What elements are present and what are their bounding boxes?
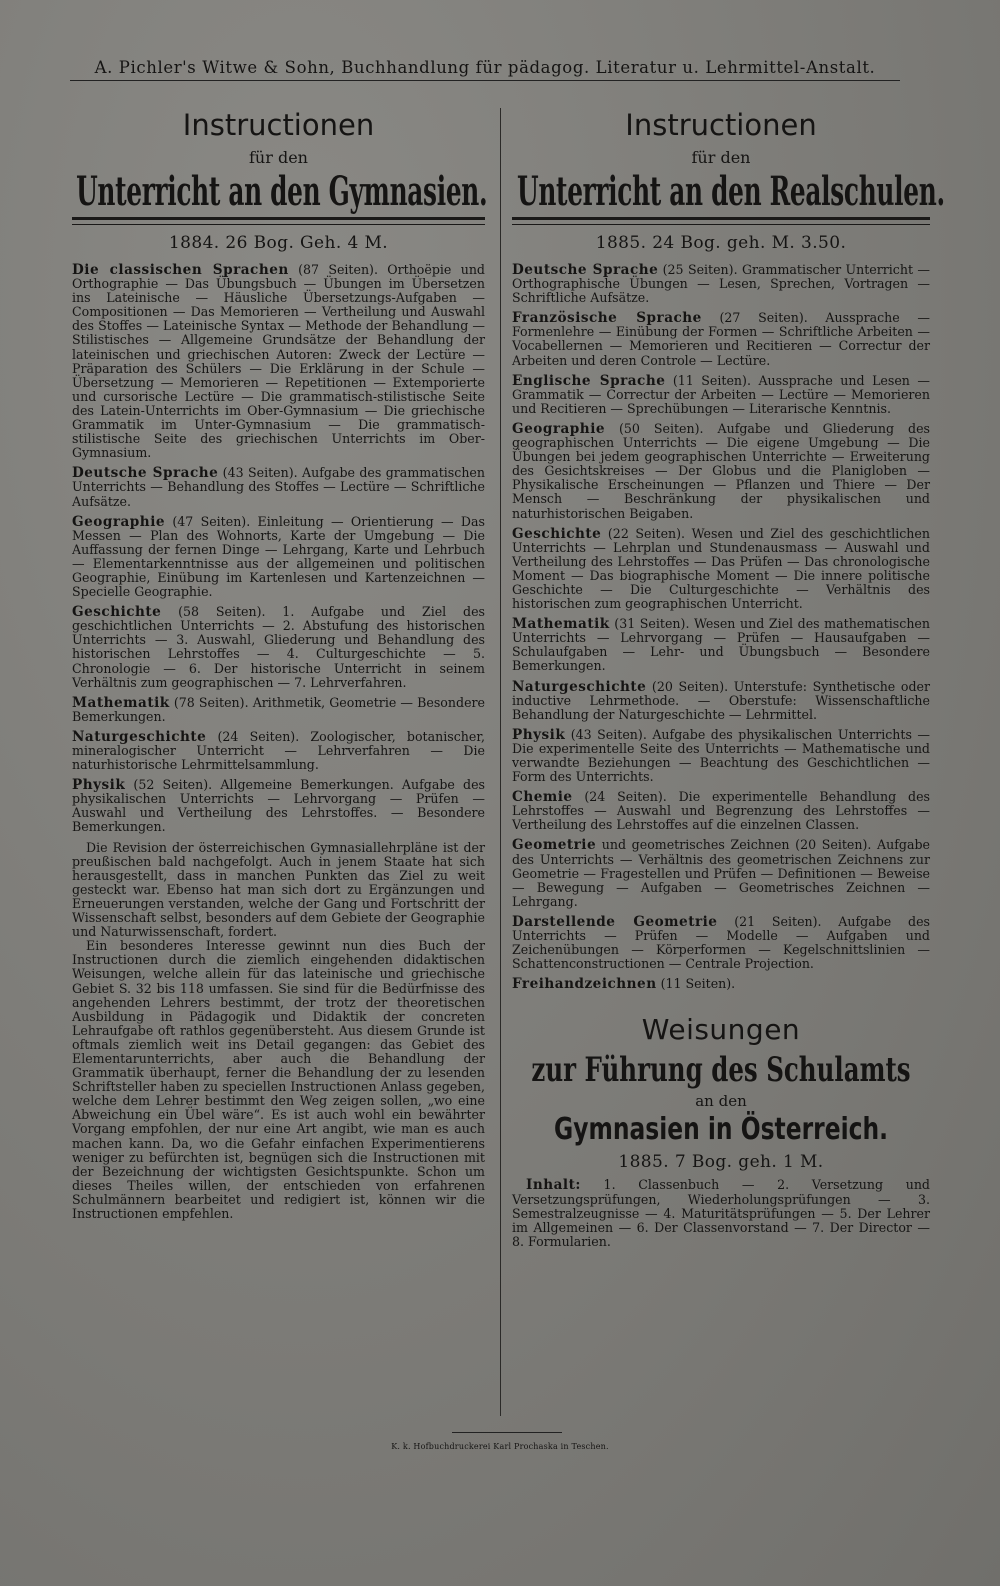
inhalt-label: Inhalt:	[526, 1177, 581, 1194]
right-entry	[512, 527, 930, 612]
left-title-rule	[72, 217, 485, 225]
right-publication-info: 1885. 24 Bog. geh. M. 3.50.	[595, 233, 847, 253]
entry-head: Die classischen Sprachen	[72, 262, 289, 278]
left-entry	[72, 730, 485, 772]
entry-text: (24 Seiten). Die experimentelle Behandlung des Lehrstoffes — Auswahl und Begrenzung des Lehrstoffes — Vertheilung des Lehrstoffes auf die einzelnen Classen.	[512, 789, 930, 833]
weisungen-contents	[512, 1178, 930, 1248]
entry-head: Geschichte	[512, 525, 602, 542]
publisher-header: A. Pichler's Witwe & Sohn, Buchhandlung für pädagog. Literatur u. Lehrmittel-Anstalt.	[70, 58, 900, 81]
entry-text: (47 Seiten). Einleitung — Orientierung — Das Messen — Plan des Wohnorts, Karte der Umgebung — Die Auffassung der fernen Dinge — Lehrgang, Karte und Lehrbuch — Elementarkenntnisse aus der allgemeinen und politischen Geographie, Einübung im Kartenlesen und Kartenzeichnen — Specielle Geographie.	[72, 513, 485, 600]
entry-head: Chemie	[512, 789, 573, 806]
left-entry	[72, 263, 485, 460]
right-entry	[512, 263, 930, 305]
entry-text: (50 Seiten). Aufgabe und Gliederung des geographischen Unterrichts — Die eigene Umgebung — Die Übungen bei jedem geographischen Unterrichte — Erweiterung des Gesichtskreises — Der Globus und die Planigloben — Physikalische Erscheinungen — Pflanzen und Thiere — Der Mensch — Beschränkung der physikalischen und naturhistorischen Beigaben.	[512, 420, 930, 521]
right-entry	[512, 422, 930, 521]
weisungen-title: Weisungen	[641, 1013, 801, 1047]
entry-head: Mathematik	[72, 694, 170, 711]
right-entry	[512, 617, 930, 673]
right-subtitle: Unterricht an den Realschulen.	[517, 168, 945, 215]
left-paragraph: Ein besonderes Interesse gewinnt nun dies Buch der Instructionen durch die ziemlich eingehenden didaktischen Weisungen, welche allein für das lateinische und griechische Gebiet S. 32 bis 118 umfassen. Sie sind für die Bedürfnisse des angehenden Lehrers bestimmt, der trotz der theoretischen Ausbildung in Pädagogik und Didaktik der concreten Lehraufgabe oft rathlos gegenübersteht. Aus diesem Grunde ist oftmals ziemlich weit ins Detail gegangen: das Gebiet des Elementarunterrichts, aber auch die Behandlung der Grammatik überhaupt, ferner die Behandlung der zu lesenden Schriftsteller haben zu speciellen Instructionen Anlass gegeben, welche dem Lehrer bestimmt den Weg zeigen sollen, „wo eine Abweichung ein Übel wäre“. Es ist auch wohl ein bewährter Vorgang empfohlen, der nur eine Art angibt, wie man es auch machen kann. Da, wo die Gefahr einfachen Experimentierens weniger zu befürchten ist, begnügen sich die Instructionen mit der Bezeichnung der wichtigsten Gesichtspunkte. Schon um dieses Theiles willen, der entschieden von erfahrenen Schulmännern bearbeitet und redigiert ist, können wir die Instructionen empfehlen.	[72, 938, 485, 1221]
right-entry	[512, 790, 930, 832]
entry-text: (87 Seiten). Orthoëpie und Orthographie — Das Übungsbuch — Übungen im Übersetzen ins Lateinische — Häusliche Übersetzungs-Aufgaben — Compositionen — Das Memorieren — Vertheilung und Auswahl des Stoffes — Lateinische Syntax — Methode der Behandlung — Stilistisches — Allgemeine Grundsätze der Behandlung der lateinischen und griechischen Autoren: Zweck der Lectüre — Präparation des Schülers — Die Erklärung in der Schule — Übersetzung — Memorieren — Repetitionen — Extemporierte und cursorische Lectüre — Die grammatisch-stilistische Seite des Latein-Unterrichts im Ober-Gymnasium — Die griechische Grammatik im Unter-Gymnasium — Die grammatisch-stilistische Seite des griechischen Unterrichts im Ober-Gymnasium.	[72, 262, 485, 461]
right-entry	[512, 311, 930, 367]
entry-head: Französische Sprache	[512, 310, 702, 327]
entry-head: Naturgeschichte	[512, 678, 647, 695]
right-entry	[512, 838, 930, 908]
entry-head: Physik	[72, 777, 126, 794]
left-subtitle: Unterricht an den Gymnasien.	[76, 168, 488, 215]
left-entry	[72, 515, 485, 600]
entry-head: Deutsche Sprache	[72, 465, 219, 482]
right-entry	[512, 728, 930, 784]
entry-head: Geschichte	[72, 604, 162, 621]
weisungen-subtitle2: Gymnasien in Österreich.	[553, 1112, 889, 1148]
right-title-rule	[512, 217, 930, 225]
right-fuer: für den	[691, 148, 751, 167]
entry-head: Englische Sprache	[512, 372, 666, 389]
entry-text: (11 Seiten).	[656, 976, 736, 992]
right-entry	[512, 680, 930, 722]
entry-head: Mathematik	[512, 616, 610, 633]
left-fuer: für den	[249, 148, 308, 167]
printer-imprint: K. k. Hofbuchdruckerei Karl Prochaska in Teschen.	[391, 1442, 609, 1451]
entry-text: und geometrisches Zeichnen (20 Seiten). Aufgabe des Unterrichts — Verhältnis des geometrischen Zeichnens zur Geometrie — Fragestellen und Prüfen — Definitionen — Beweise — Bewegung — Aufgaben — Geometrisches Zeichnen — Lehrgang.	[512, 837, 930, 909]
weisungen-subtitle: zur Führung des Schulamts	[531, 1050, 911, 1091]
entry-text: (20 Seiten). Unterstufe: Synthetische oder inductive Lehrmethode. — Oberstufe: Wissenschaftliche Behandlung der Naturgeschichte — Lehrmittel.	[512, 678, 930, 722]
left-publication-info: 1884. 26 Bog. Geh. 4 M.	[168, 233, 389, 253]
right-title: Instructionen	[625, 108, 817, 142]
entry-text: (43 Seiten). Aufgabe des physikalischen Unterrichts — Die experimentelle Seite des Unterrichts — Mathematische und verwandte Beziehungen — Beachtung des Geschichtlichen — Form des Unterrichts.	[512, 726, 930, 785]
entry-text: (52 Seiten). Allgemeine Bemerkungen. Aufgabe des physikalischen Unterrichts — Lehrvorgang — Prüfen — Auswahl und Vertheilung des Lehrstoffes. — Besondere Bemerkungen.	[72, 777, 485, 835]
entry-head: Physik	[512, 726, 566, 743]
right-entry	[512, 374, 930, 416]
entry-text: (31 Seiten). Wesen und Ziel des mathematischen Unterrichts — Lehrvorgang — Prüfen — Hausaufgaben — Schulaufgaben — Lehr- und Übungsbuch — Besondere Bemerkungen.	[512, 616, 930, 674]
left-title: Instructionen	[182, 108, 375, 142]
entry-text: (43 Seiten). Aufgabe des grammatischen Unterrichts — Behandlung des Stoffes — Lectüre — Schriftliche Aufsätze.	[72, 465, 485, 509]
entry-head: Geographie	[72, 513, 166, 530]
entry-head: Geographie	[512, 420, 606, 437]
column-divider	[500, 108, 501, 1416]
left-column	[72, 108, 488, 1221]
entry-head: Darstellende Geometrie	[512, 913, 718, 930]
weisungen-an: an den	[695, 1092, 747, 1111]
entry-text: (25 Seiten). Grammatischer Unterricht — Orthographische Übungen — Lesen, Sprechen, Vortragen — Schriftliche Aufsätze.	[512, 262, 930, 306]
weisungen-publication-info: 1885. 7 Bog. geh. 1 M.	[618, 1152, 824, 1173]
entry-text: (58 Seiten). 1. Aufgabe und Ziel des geschichtlichen Unterrichts — 2. Abstufung des historischen Unterrichts — 3. Auswahl, Gliederung und Behandlung des historischen Lehrstoffes — 4. Culturgeschichte — 5. Chronologie — 6. Der historische Unterricht in seinem Verhältnis zum geographischen — 7. Lehrverfahren.	[72, 604, 485, 690]
right-column	[512, 108, 945, 1255]
right-entry	[512, 915, 930, 971]
entry-text: (78 Seiten). Arithmetik, Geometrie — Besondere Bemerkungen.	[72, 694, 485, 724]
entry-text: (11 Seiten). Aussprache und Lesen — Grammatik — Correctur der Arbeiten — Lectüre — Memorieren und Recitieren — Sprechübungen — Literarische Kenntnis.	[512, 372, 931, 416]
entry-text: (27 Seiten). Aussprache — Formenlehre — Einübung der Formen — Schriftliche Arbeiten — Vocabellernen — Memorieren und Recitieren — Correctur der Arbeiten und deren Controle — Lectüre.	[512, 310, 930, 368]
left-paragraph: Die Revision der österreichischen Gymnasiallehrpläne ist der preußischen bald nachgefolgt. Auch in jenem Staate hat sich herausgestellt, dass in manchen Punkten das Ziel zu weit gesteckt war. Ebenso hat man sich dort zu Ergänzungen und Erneuerungen verstanden, welche der Gang und Fortschritt der Wissenschaft selbst, besonders auf dem Gebiete der Geographie und Naturwissenschaft, fordert.	[72, 839, 485, 940]
right-entry	[512, 977, 930, 991]
left-entry	[72, 605, 485, 690]
entry-head: Freihandzeichnen	[512, 976, 657, 993]
entry-head: Deutsche Sprache	[512, 262, 659, 278]
left-entry	[72, 778, 485, 834]
footer-rule	[452, 1432, 562, 1433]
left-entry	[72, 466, 485, 508]
left-entry	[72, 696, 485, 724]
entry-text: (21 Seiten). Aufgabe des Unterrichts — Prüfen — Modelle — Aufgaben und Zeichenübungen — Körperformen — Kegelschnittslinien — Schattenconstructionen — Centrale Projection.	[512, 913, 930, 972]
entry-head: Geometrie	[512, 837, 597, 854]
inhalt-text: 1. Classenbuch — 2. Versetzung und Versetzungsprüfungen, Wiederholungsprüfungen — 3. Semestralzeugnisse — 4. Maturitätsprüfungen — 5. Der Lehrer im Allgemeinen — 6. Der Classenvorstand — 7. Der Director — 8. Formularien.	[512, 1177, 930, 1249]
entry-text: (24 Seiten). Zoologischer, botanischer, mineralogischer Unterricht — Lehrverfahren — Die naturhistorische Lehrmittelsammlung.	[72, 728, 485, 773]
entry-head: Naturgeschichte	[72, 728, 207, 745]
entry-text: (22 Seiten). Wesen und Ziel des geschichtlichen Unterrichts — Lehrplan und Stundenausmass — Auswahl und Vertheilung des Lehrstoffes — Das Prüfen — Das chronologische Moment — Das biographische Moment — Die innere politische Geschichte — Die Culturgeschichte — Verhältnis des historischen zum geographischen Unterricht.	[512, 525, 930, 612]
